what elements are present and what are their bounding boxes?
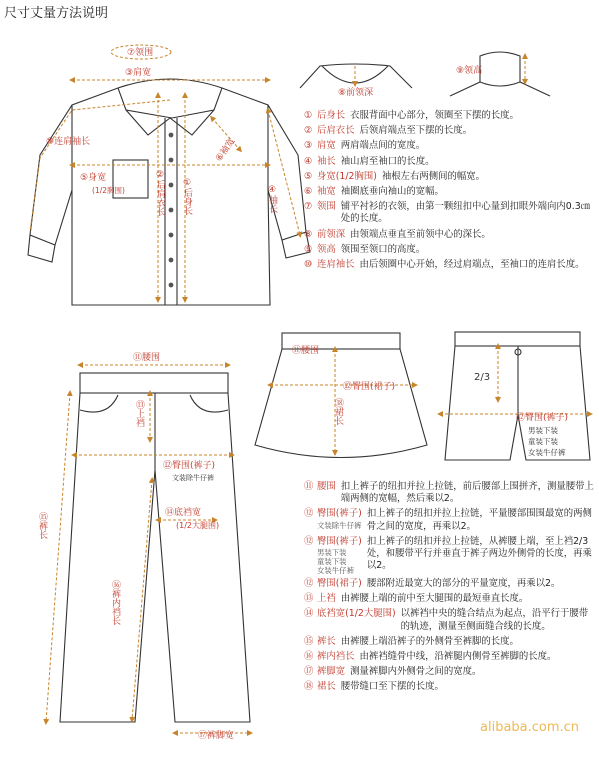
label-thigh-sub: (1/2大腿围) [176,521,220,530]
definition-row [304,608,594,632]
definition-row [304,201,594,225]
label-jeans-note2: 童装下装 [528,437,558,446]
definition-number: ⑤ [304,170,313,182]
label-collar-height: ⑨领高 [456,66,483,76]
definition-row [304,578,594,590]
definition-term: 臀围(裤子) 文装除牛仔裤 [317,508,362,530]
definition-row [304,171,594,183]
definition-row [304,681,594,693]
definition-text: 扣上裤子的纽扣并拉上拉链，平量腰部围围最宽的两侧骨之间的宽度，再乘以2。 [366,508,592,532]
definition-term: 连肩袖长 [317,259,355,271]
label-rise: ⑬上裆 [134,400,144,427]
definition-number: ④ [304,155,313,167]
definition-text: 领围至领口的高度。 [340,243,426,255]
definition-text: 衣服背面中心部分，领圈至下摆的长度。 [350,110,519,121]
definition-subnote: 男装下装 童装下装 女装牛仔裤 [317,548,354,576]
label-thigh: ⑭底裆宽 [165,508,202,518]
definition-text: 由裤腰上端的前中至大腿围的最短垂直长度。 [340,593,529,605]
definition-text: 测量裤脚内外侧骨之间的宽度。 [350,666,482,678]
label-back-length: ②后肩衣长 [155,170,165,216]
definition-row [304,508,594,532]
definition-row [304,125,594,137]
definition-term: 后身长 [317,110,346,121]
label-jeans-note3: 女装牛仔裤 [528,448,566,457]
definition-number: ① [304,110,313,121]
label-chest: ⑤身宽 [80,173,107,183]
definition-text: 由裤裆缝骨中线，沿裤腿内侧骨至裤脚的长度。 [359,651,557,663]
label-raglan-sleeve: ⑩连肩袖长 [46,137,91,147]
label-jeans-hip: ⑫臀围(裤子) [516,413,569,423]
label-sleeve-width: ⑥袖宽 [214,136,238,164]
definition-row [304,593,594,605]
definition-term: 前领深 [317,228,346,240]
definition-text: 由后领圈中心开始，经过肩端点，至袖口的连肩长度。 [359,259,585,271]
neck-measure-lines [355,56,525,84]
definition-row [304,666,594,678]
definition-text: 由裤腰上端沿裤子的外侧骨至裤脚的长度。 [340,635,519,647]
label-hem: ⑰裤脚宽 [198,731,235,741]
definition-text: 铺平衬衫的衣领，由第一颗纽扣中心量到扣眼外端向内0.3㎝处的长度。 [340,201,591,225]
definition-term: 后肩衣长 [317,125,355,137]
label-front-neck: ⑧前领深 [338,88,374,98]
definition-term: 腰围 [317,481,336,492]
definition-text: 后领肩端点至下摆的长度。 [359,125,473,137]
definition-term: 臀围(裤子) 男装下装 童装下装 女装牛仔裤 [317,535,362,576]
label-collar: ⑦领围 [127,48,154,58]
definition-row [304,229,594,241]
definition-row [304,651,594,663]
pants-definitions [304,481,594,697]
watermark: alibaba.com.cn [480,720,580,735]
definition-term: 底裆宽(1/2大腿围) [317,608,396,620]
label-shoulder: ③肩宽 [125,68,152,78]
definition-number: ⑯ [304,651,314,663]
definition-row [304,140,594,152]
definition-text: 扣上裤子的纽扣并拉上拉链，前后腰部上围拼齐，测量腰带上端两侧的宽幅，然后乘以2。 [340,481,594,505]
definition-number: ⑧ [304,228,313,240]
definition-number: ⑭ [304,608,314,620]
definition-number: ⑨ [304,243,313,255]
label-inseam: ⑯裤内裆长 [110,580,120,625]
definition-term: 裤脚宽 [317,666,346,678]
definition-number: ③ [304,140,313,152]
label-sleeve-length: ④袖长 [267,185,277,213]
label-chest-sub: (1/2胸围) [92,186,125,195]
definition-row [304,244,594,256]
skirt-drawing [255,333,427,458]
jeans-measure-lines [440,346,590,414]
label-skirt-length: ⑱裙长 [333,398,343,425]
definition-number: ⑰ [304,666,314,678]
definition-row [304,186,594,198]
definition-number: ⑫ [304,535,314,547]
shirt-definitions [304,110,594,274]
definition-number: ⑩ [304,259,313,271]
label-jeans-note1: 男装下装 [528,426,558,435]
definition-text: 以裤裆中央的缝合结点为起点，沿平行于腰带的轨迹，测量至侧面缝合线的长度。 [400,608,589,632]
pants-measure-lines [46,365,250,733]
definition-term: 肩宽 [317,140,336,152]
definition-term: 臀围(裙子) [317,578,362,590]
definition-term: 上裆 [317,593,336,605]
label-skirt-waist: ⑪腰围 [292,346,320,356]
definition-text: 腰带缝口至下摆的长度。 [340,681,444,693]
definition-term: 领高 [317,243,336,255]
definition-row [304,110,594,122]
definition-number: ⑮ [304,635,314,647]
definition-number: ⑦ [304,201,313,213]
definition-number: ⑥ [304,186,313,198]
label-hip-sub: 文装除牛仔裤 [172,474,214,482]
definition-row [304,259,594,271]
definition-term: 裙长 [317,681,336,693]
label-body-length: ①后身长 [182,178,192,215]
jeans-drawing [445,332,590,460]
pants-drawing [60,373,250,722]
definition-term: 裤内裆长 [317,651,355,663]
definition-text: 袖圈底垂向袖山的宽幅。 [340,186,444,198]
definition-number: ⑱ [304,681,314,693]
definition-subnote: 文装除牛仔裤 [317,520,362,530]
definition-term: 裤长 [317,635,336,647]
definition-text: 由领端点垂直至前领中心的深长。 [350,228,491,240]
label-skirt-hip: ⑫臀围(裙子) [343,382,396,392]
definition-text: 腰部附近最宽大的部分的平量宽度，再乘以2。 [366,578,561,590]
definition-row [304,156,594,168]
definition-term: 袖宽 [317,186,336,198]
label-waist: ⑪腰围 [133,353,161,363]
definition-text: 两肩端点间的宽度。 [340,140,426,152]
definition-number: ⑫ [304,508,314,520]
definition-text: 袖山肩至袖口的长度。 [340,155,435,167]
definition-number: ② [304,125,313,137]
label-outseam: ⑮裤长 [37,512,47,539]
definition-text: 扣上裤子的纽扣并拉上拉链，从裤腰上端，至上裆2/3处，和腰带平行并垂直于裤子两边外侧骨的长度，再乘以2。 [366,535,592,572]
definition-term: 身宽(1/2胸围) [317,170,377,182]
definition-row [304,481,594,505]
definition-row [304,536,594,575]
definition-term: 袖长 [317,155,336,167]
definition-text: 袖根左右两侧间的幅宽。 [381,170,486,182]
label-hip: ⑫臀围(裤子) [163,461,216,471]
definition-number: ⑬ [304,593,314,605]
definition-term: 领围 [317,201,336,213]
label-jeans-fraction: 2/3 [474,372,491,383]
page-title: 尺寸丈量方法说明 [4,6,109,21]
definition-row [304,636,594,648]
shirt-buttons [169,133,174,288]
definition-number: ⑫ [304,578,314,590]
definition-number: ⑪ [304,481,314,492]
